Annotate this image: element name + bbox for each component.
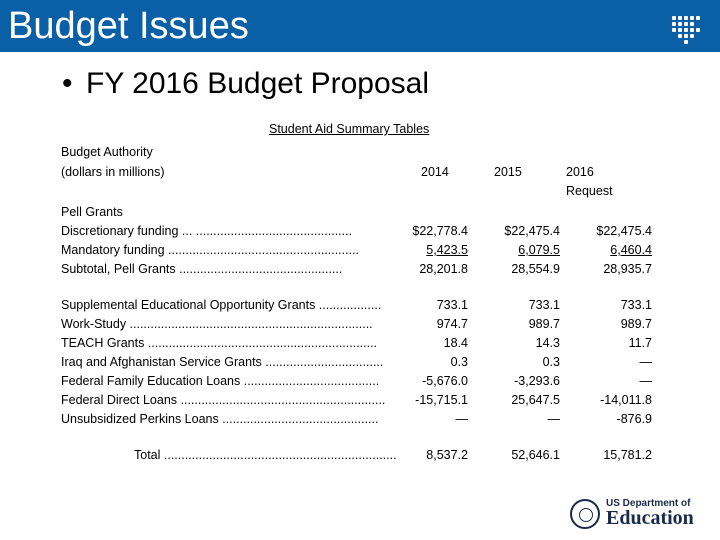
section-label: Budget Authority: [61, 145, 153, 159]
cell-2016: —: [639, 355, 652, 369]
cell-2015: 733.1: [528, 298, 560, 312]
cell-2015: 28,554.9: [511, 262, 560, 276]
cell-2015: 14.3: [535, 336, 560, 350]
column-header-request: Request: [566, 184, 613, 198]
column-header-2014: 2014: [421, 165, 449, 179]
dot-grid-arrow-icon: [672, 16, 704, 44]
department-seal-icon: [570, 499, 600, 529]
cell-2014: -5,676.0: [422, 374, 468, 388]
cell-2016: -876.9: [616, 412, 652, 426]
cell-2015: 0.3: [542, 355, 560, 369]
cell-2014: 733.1: [436, 298, 468, 312]
column-header-2015: 2015: [494, 165, 522, 179]
total-label: Total ...................................................................: [134, 448, 397, 462]
cell-2015: —: [547, 412, 560, 426]
cell-2015: 989.7: [528, 317, 560, 331]
total-2016: 15,781.2: [603, 448, 652, 462]
cell-2014: 18.4: [443, 336, 468, 350]
title-bar: [0, 0, 720, 52]
department-logo: [570, 498, 715, 532]
cell-2016: 989.7: [620, 317, 652, 331]
row-label: Federal Family Education Loans .......................................: [61, 374, 380, 388]
logo-line-1: US Department of: [606, 498, 691, 509]
row-label: Discretionary funding ... .............................................: [61, 224, 353, 238]
table-caption: Student Aid Summary Tables: [269, 122, 430, 136]
row-label: Subtotal, Pell Grants ...............................................: [61, 262, 343, 276]
cell-2016: —: [639, 374, 652, 388]
cell-2015: -3,293.6: [514, 374, 560, 388]
cell-2014: 0.3: [450, 355, 468, 369]
row-label: Supplemental Educational Opportunity Grants ..................: [61, 298, 382, 312]
row-label: Iraq and Afghanistan Service Grants ..................................: [61, 355, 384, 369]
row-label: Mandatory funding .......................................................: [61, 243, 360, 257]
logo-line-2: Education: [606, 507, 694, 529]
row-label: Federal Direct Loans ...........................................................: [61, 393, 386, 407]
cell-2015: 25,647.5: [511, 393, 560, 407]
cell-2014: -15,715.1: [415, 393, 468, 407]
bullet-text: FY 2016 Budget Proposal: [86, 67, 430, 100]
row-label: Work-Study ......................................................................: [61, 317, 373, 331]
total-2014: 8,537.2: [426, 448, 468, 462]
group-title: Pell Grants: [61, 205, 123, 219]
cell-2016: $22,475.4: [596, 224, 652, 238]
slide-title: Budget Issues: [8, 5, 249, 47]
cell-2016: -14,011.8: [600, 393, 652, 407]
column-header-2016: 2016: [566, 165, 594, 179]
cell-2014: 974.7: [436, 317, 468, 331]
cell-2016: 733.1: [620, 298, 652, 312]
row-label: TEACH Grants ..................................................................: [61, 336, 378, 350]
bullet-point: • FY 2016 Budget Proposal: [62, 67, 430, 100]
row-label: Unsubsidized Perkins Loans .............................................: [61, 412, 379, 426]
cell-2014: 5,423.5: [426, 243, 468, 257]
cell-2014: —: [455, 412, 468, 426]
cell-2014: $22,778.4: [412, 224, 468, 238]
cell-2015: 6,079.5: [518, 243, 560, 257]
total-2015: 52,646.1: [511, 448, 560, 462]
cell-2014: 28,201.8: [419, 262, 468, 276]
cell-2016: 28,935.7: [603, 262, 652, 276]
cell-2015: $22,475.4: [504, 224, 560, 238]
units-label: (dollars in millions): [61, 165, 165, 179]
cell-2016: 6,460.4: [610, 243, 652, 257]
cell-2016: 11.7: [628, 336, 652, 350]
